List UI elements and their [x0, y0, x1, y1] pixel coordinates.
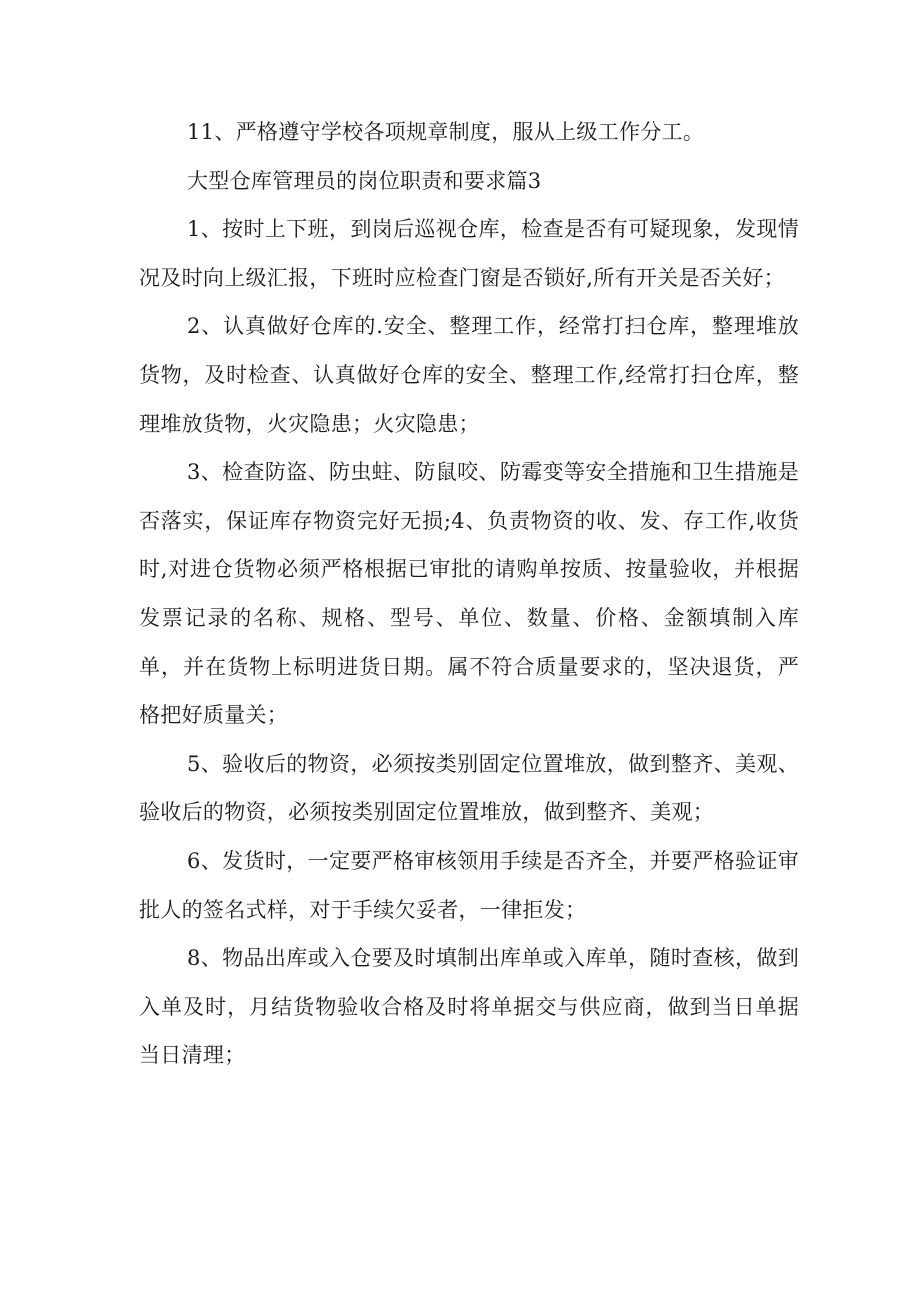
paragraph-duty-3-4: 3、检查防盗、防虫蛀、防鼠咬、防霉变等安全措施和卫生措施是否落实，保证库存物资完好无损;4、负责物资的收、发、存工作,收货时,对进仓货物必须严格根据已审批的请购单按质、按量验收，并根据发票记录的名称、规格、型号、单位、数量、价格、金额填制入库单，并在货物上标明进货日期。属不符合质量要求的，坚决退货，严格把好质量关；: [139, 460, 799, 728]
document-body: [139, 108, 799, 1080]
paragraph-duty-2: 2、认真做好仓库的.安全、整理工作，经常打扫仓库，整理堆放货物，及时检查、认真做好仓库的安全、整理工作,经常打扫仓库，整理堆放货物，火灾隐患；火灾隐患；: [139, 314, 799, 436]
paragraph-duty-1: 1、按时上下班，到岗后巡视仓库，检查是否有可疑现象，发现情况及时向上级汇报，下班时应检查门窗是否锁好,所有开关是否关好；: [139, 217, 799, 290]
paragraph-duty-5: 5、验收后的物资，必须按类别固定位置堆放，做到整齐、美观、验收后的物资，必须按类别固定位置堆放，做到整齐、美观；: [139, 751, 799, 825]
paragraph-rule-11: 11、严格遵守学校各项规章制度，服从上级工作分工。: [187, 120, 705, 144]
section-heading: 大型仓库管理员的岗位职责和要求篇3: [187, 168, 542, 193]
paragraph-duty-8: 8、物品出库或入仓要及时填制出库单或入库单，随时查核，做到入单及时，月结货物验收合格及时将单据交与供应商，做到当日单据当日清理；: [139, 946, 799, 1068]
paragraph-duty-6: 6、发货时，一定要严格审核领用手续是否齐全，并要严格验证审批人的签名式样，对于手续欠妥者，一律拒发；: [139, 848, 799, 922]
